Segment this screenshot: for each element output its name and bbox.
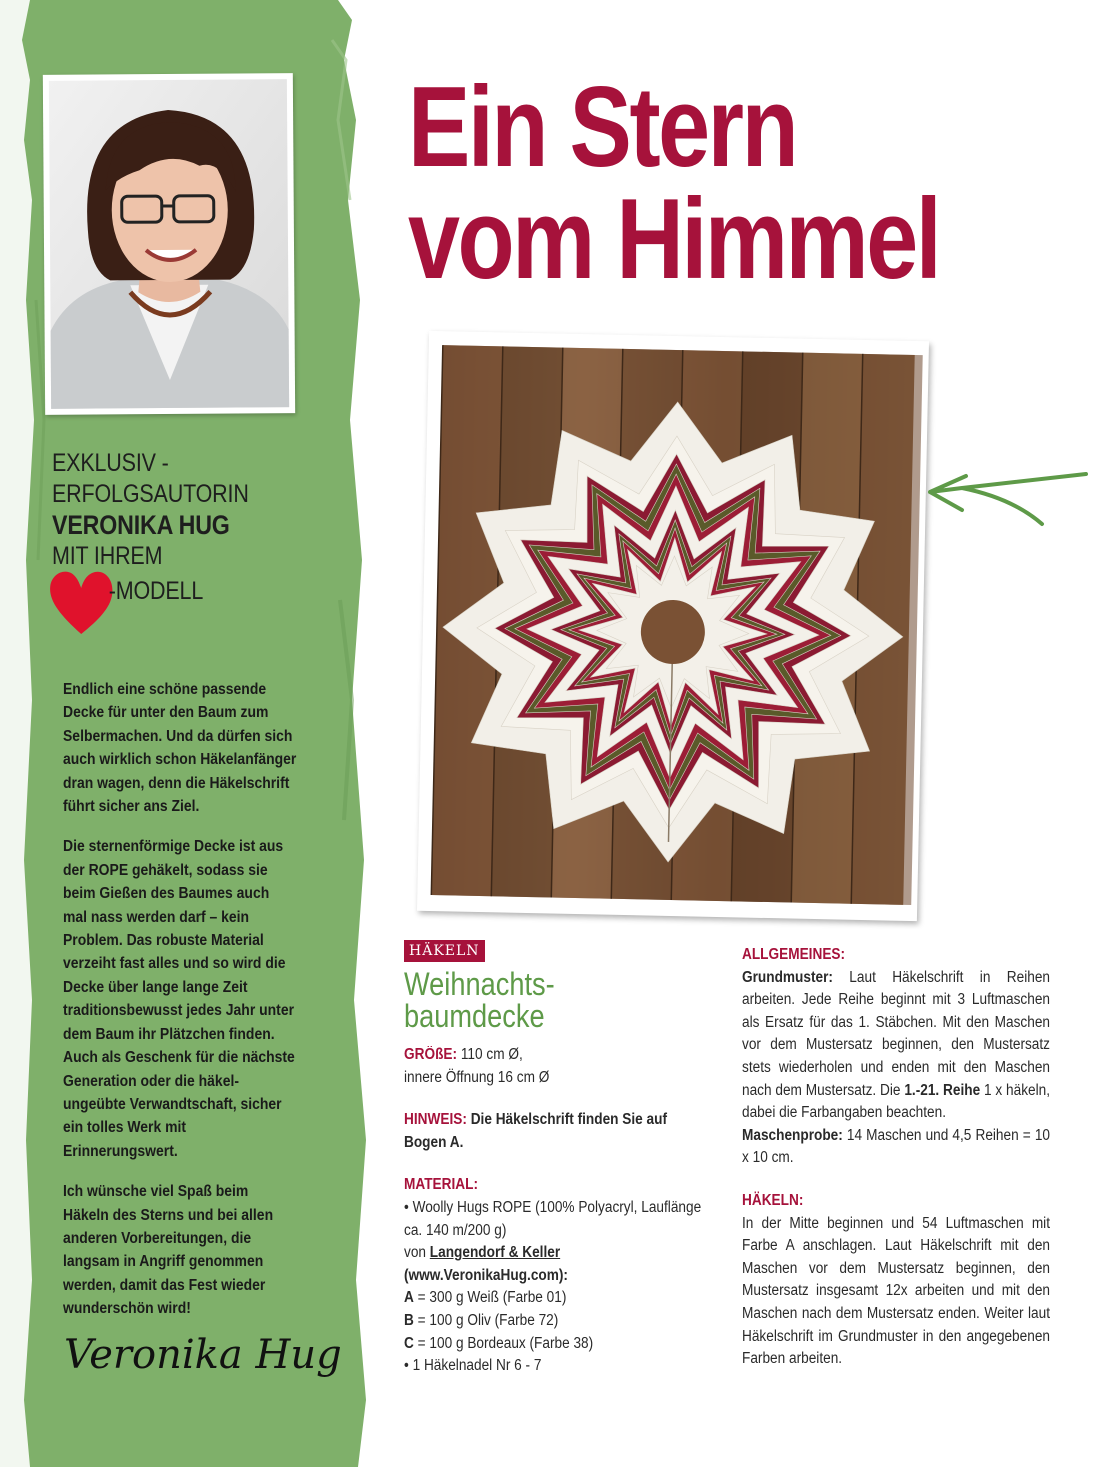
color-value: = 100 g Bordeaux (Farbe 38) [417,1334,594,1352]
project-title-line: Weihnachts- [404,966,555,1002]
size-value: innere Öffnung 16 cm Ø [404,1068,550,1086]
tagline-line: MIT IHREM [52,542,163,570]
note-label: HINWEIS: [404,1111,467,1129]
project-title-line: baumdecke [404,998,545,1034]
general-label: ALLGEMEINES: [742,946,846,963]
intro-text [63,678,297,1338]
project-details [404,940,714,1378]
gauge-text: 14 Maschen und 4,5 Reihen = 10 x 10 cm. [742,1126,1050,1167]
tagline-line: ERFOLGSAUTORIN [52,480,249,508]
author-name: VERONIKA HUG [52,510,230,540]
headline-line: Ein Stern [408,64,797,191]
author-photo [49,79,289,409]
project-title [404,968,668,1032]
material-label: MATERIAL: [404,1176,479,1194]
author-signature [64,1318,342,1398]
size-label: GRÖßE: [404,1046,458,1063]
author-portrait [43,73,295,415]
color-key: A [404,1289,414,1307]
color-value: = 300 g Weiß (Farbe 01) [417,1289,567,1307]
intro-paragraph: Die sternenförmige Decke ist aus der ROPE gehäkelt, sodass sie beim Gießen des Baumes auch mal nass werden darf – kein Problem. Das robuste Material verzeiht fast alles und so wird die Decke über lange lange Zeit traditionsbewusst jedes Jahr unter dem Baum ihr Plätzchen finden. Auch als Geschenk für die nächste Generation oder die häkel-ungeübte Verwandtschaft, sicher ein tolles Werk mit Erinnerungswert. [63,838,295,1160]
page-headline [408,64,966,303]
color-row [404,1310,712,1333]
instructions-text [742,944,1050,1371]
author-tagline [52,448,310,642]
material-yarn: • Woolly Hugs ROPE (100% Polyacryl, Lauflänge ca. 140 m/200 g) [404,1198,702,1239]
crochet-text: In der Mitte beginnen und 54 Luftmaschen mit Farbe A anschlagen. Laut Häkelschrift mit den Maschen vor dem Mustersatz beginnen, den Mustersatz insgesamt 12x arbeiten und mit den Maschen nach dem Mustersatz enden. Weiter laut Häkelschrift im Grundmuster in den angegebenen Farben arbeiten. [742,1214,1050,1368]
rows-label: 1.-21. Reihe [904,1081,981,1099]
crochet-label: HÄKELN: [742,1191,804,1209]
tagline-line: -MODELL [108,577,204,605]
arrow-icon [922,458,1092,538]
heart-icon [47,568,116,638]
product-photo-frame [417,331,929,921]
tagline-line: EXKLUSIV - [52,449,169,477]
instructions [742,944,1060,1371]
needle: • 1 Häkelnadel Nr 6 - 7 [404,1357,542,1375]
size-section [404,1044,712,1378]
size-value: 110 cm Ø, [460,1046,523,1063]
intro-paragraph: Ich wünsche viel Spaß beim Häkeln des Sterns und bei allen anderen Vorbereitungen, die langsam in Angriff genommen werden, damit das Fest wieder wunderschön wird! [63,1183,274,1318]
intro-paragraph: Endlich eine schöne passende Decke für unter den Baum zum Selbermachen. Und da dürfen sich auch wirklich schon Häkelanfänger dran wagen, denn die Häkelschrift führt sicher ans Ziel. [63,681,297,816]
rows-text: 1 x häkeln, dabei die Farbangaben beachten. [742,1081,1051,1122]
pattern-label: Grundmuster: [742,968,833,986]
material-website: (www.VeronikaHug.com): [404,1266,568,1284]
note-text: Die Häkelschrift finden Sie auf Bogen A. [404,1111,668,1151]
color-row [404,1333,712,1356]
color-row [404,1287,712,1310]
sidebar [0,0,370,1467]
color-key: B [404,1311,414,1329]
gauge-label: Maschenprobe: [742,1126,843,1144]
pattern-text: Laut Häkelschrift in Reihen arbeiten. Jede Reihe beginnt mit 3 Luftmaschen als Ersatz für das 1. Stäbchen. Mit den Maschen vor dem Mustersatz beginnen, den Mustersatz stets wiederholen und enden mit den Maschen nach dem Mustersatz. Die [742,968,1050,1099]
svg-text:Veronika Hug: Veronika Hug [64,1332,342,1378]
category-badge: HÄKELN [404,940,485,962]
headline-line: vom Himmel [408,176,940,303]
color-key: C [404,1334,414,1352]
color-value: = 100 g Oliv (Farbe 72) [417,1311,559,1329]
tree-skirt-photo [431,345,914,905]
material-from: von [404,1244,426,1262]
material-brand: Langendorf & Keller [429,1244,561,1262]
